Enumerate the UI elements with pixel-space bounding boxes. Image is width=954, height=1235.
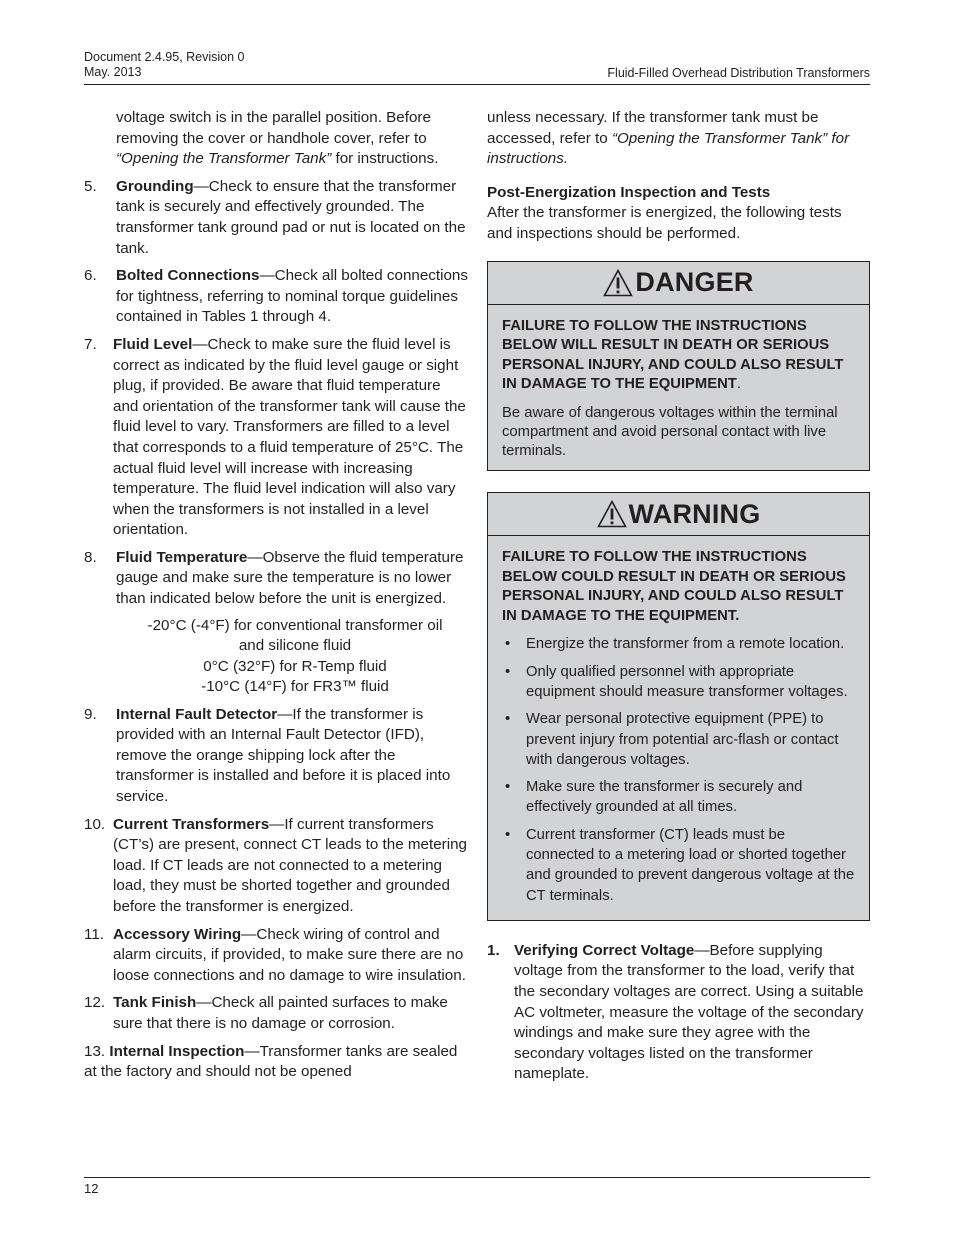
item-text: —Before supplying voltage from the transformer to the load, verify that the secondary voltages are correct. Using a suitable AC voltmeter, measure the voltage of the secondary windings and make sure they agree with the secondary voltages listed on the transformer nameplate. xyxy=(514,941,864,1083)
item-text: —Transformer tanks are sealed at the factory and should not be opened xyxy=(84,1042,458,1081)
item-text: —Observe the fluid temperature gauge and make sure the temperature is no lower than indicated below before the unit is energized. xyxy=(116,548,464,608)
warning-label: WARNING xyxy=(628,498,761,529)
temp-line: -10°C (14°F) for FR3™ fluid xyxy=(201,678,389,696)
item-number: 12. xyxy=(84,994,106,1012)
item-title: Verifying Correct Voltage xyxy=(514,941,695,959)
temp-line: 0°C (32°F) for R-Temp fluid xyxy=(203,657,387,675)
item-text: —Check all bolted connections for tightness, referring to nominal torque guidelines contained in Tables 1 through 4. xyxy=(116,267,468,326)
item-number: 10. xyxy=(84,815,106,833)
item-number: 6. xyxy=(84,267,97,285)
continued-reference: “Opening the Transformer Tank” for instructions. xyxy=(487,129,850,168)
item-text: —If the transformer is provided with an Internal Fault Detector (IFD), remove the orange shipping lock after the transformer is installed and before it is placed into service. xyxy=(116,705,451,806)
header-doc-info xyxy=(84,50,245,80)
list-item xyxy=(84,548,470,610)
warning-body xyxy=(488,536,869,920)
warning-header xyxy=(488,493,869,536)
bullet-item: • Current transformer (CT) leads must be connected to a metering load or shorted together and grounded to prevent dangerous voltage at the CT terminals. xyxy=(502,825,855,906)
page-footer xyxy=(84,1177,870,1196)
item-title: Internal Inspection xyxy=(109,1042,245,1060)
warning-bullets xyxy=(502,634,855,906)
item-text: —Check wiring of control and alarm circuits, if provided, to make sure there are no loose connections and no damage to wire insulation. xyxy=(113,925,466,984)
warning-triangle-icon xyxy=(603,269,633,297)
list-item xyxy=(84,815,470,918)
section-title: Post-Energization Inspection and Tests xyxy=(487,183,771,201)
item-title: Fluid Level xyxy=(113,335,193,353)
continued-paragraph: unless necessary. If the transformer tank must be accessed, refer to “Opening the Transformer Tank” for instructions. xyxy=(487,109,850,168)
bullet-item: • Energize the transformer from a remote location. xyxy=(502,634,855,654)
item-text: —Check to make sure the fluid level is correct as indicated by the fluid level gauge or sight plug, if provided. Be aware that fluid temperature and orientation of the transformer tank will cause the fluid level to vary. Transformers are filled to a level that corresponds to a fluid temperature of 25°C. The actual fluid level will increase with increasing temperature. The fluid level indication will also vary when the transformers is not installed in a level orientation. xyxy=(113,335,466,539)
danger-caps-text: FAILURE TO FOLLOW THE INSTRUCTIONS BELOW WILL RESULT IN DEATH OR SERIOUS PERSONAL INJURY, AND COULD ALSO RESULT IN DAMAGE TO THE EQUIPMENT. xyxy=(502,317,844,393)
item-title: Current Transformers xyxy=(113,815,270,833)
left-column xyxy=(84,108,470,1083)
item-number: 7. xyxy=(84,335,97,353)
item-text: —Check to ensure that the transformer tank is securely and effectively grounded. The transformer tank ground pad or nut is located on the tank. xyxy=(116,177,466,257)
list-item xyxy=(84,335,470,541)
doc-title: Fluid-Filled Overhead Distribution Transformers xyxy=(607,66,870,80)
list-item xyxy=(84,993,470,1034)
page-header xyxy=(84,50,870,85)
doc-date: May. 2013 xyxy=(84,65,142,79)
danger-box xyxy=(487,261,870,471)
page-number: 12 xyxy=(84,1181,99,1196)
item-title: Tank Finish xyxy=(113,994,197,1012)
doc-number: Document 2.4.95, Revision 0 xyxy=(84,50,245,64)
item-title: Grounding xyxy=(116,177,194,195)
list-item xyxy=(84,925,470,987)
item-text: —If current transformers (CT’s) are present, connect CT leads to the metering load. If CT leads are not connected to a metering load, they must be shorted together and grounded before the transformer is energized. xyxy=(113,815,467,915)
item-number: 9. xyxy=(84,705,97,723)
warning-triangle-icon xyxy=(597,500,627,528)
bullet-item: • Only qualified personnel with appropriate equipment should measure transformer voltages. xyxy=(502,662,855,703)
danger-label: DANGER xyxy=(635,267,754,298)
danger-body xyxy=(488,305,869,470)
bullet-item: • Make sure the transformer is securely and effectively grounded at all times. xyxy=(502,777,855,818)
danger-header xyxy=(488,262,869,305)
temp-line: and silicone fluid xyxy=(238,637,352,655)
temp-line: -20°C (-4°F) for conventional transformer oil xyxy=(147,616,443,634)
warning-box xyxy=(487,492,870,921)
list-item xyxy=(487,941,870,1085)
list-item xyxy=(84,177,470,259)
intro-paragraph: voltage switch is in the parallel position. Before removing the cover or handhole cover, refer to “Opening the Transformer Tank” for instructions. xyxy=(116,109,439,168)
item-text: —Check all painted surfaces to make sure that there is no damage or corrosion. xyxy=(113,994,448,1032)
bullet-item: • Wear personal protective equipment (PPE) to prevent injury from potential arc-flash or contact with dangerous voltages. xyxy=(502,709,855,770)
danger-text: Be aware of dangerous voltages within the terminal compartment and avoid personal contact with live terminals. xyxy=(502,404,838,459)
intro-reference: “Opening the Transformer Tank” xyxy=(116,150,332,168)
temperature-limits xyxy=(122,616,468,698)
item-number: 1. xyxy=(487,941,500,959)
list-item xyxy=(84,705,470,808)
list-item-13 xyxy=(84,1042,470,1083)
item-number: 11. xyxy=(84,925,104,943)
item-title: Fluid Temperature xyxy=(116,548,248,566)
section-text: After the transformer is energized, the following tests and inspections should be performed. xyxy=(487,204,842,242)
item-number: 8. xyxy=(84,548,97,566)
list-item xyxy=(84,266,470,328)
warning-caps-text: FAILURE TO FOLLOW THE INSTRUCTIONS BELOW COULD RESULT IN DEATH OR SERIOUS PERSONAL INJURY, AND COULD ALSO RESULT IN DAMAGE TO THE EQUIPMENT. xyxy=(502,548,846,624)
item-title: Internal Fault Detector xyxy=(116,705,278,723)
item-number: 5. xyxy=(84,177,97,195)
item-title: Accessory Wiring xyxy=(113,925,242,943)
item-title: Bolted Connections xyxy=(116,267,260,285)
right-column xyxy=(487,108,870,1092)
item-number: 13. xyxy=(84,1042,106,1060)
